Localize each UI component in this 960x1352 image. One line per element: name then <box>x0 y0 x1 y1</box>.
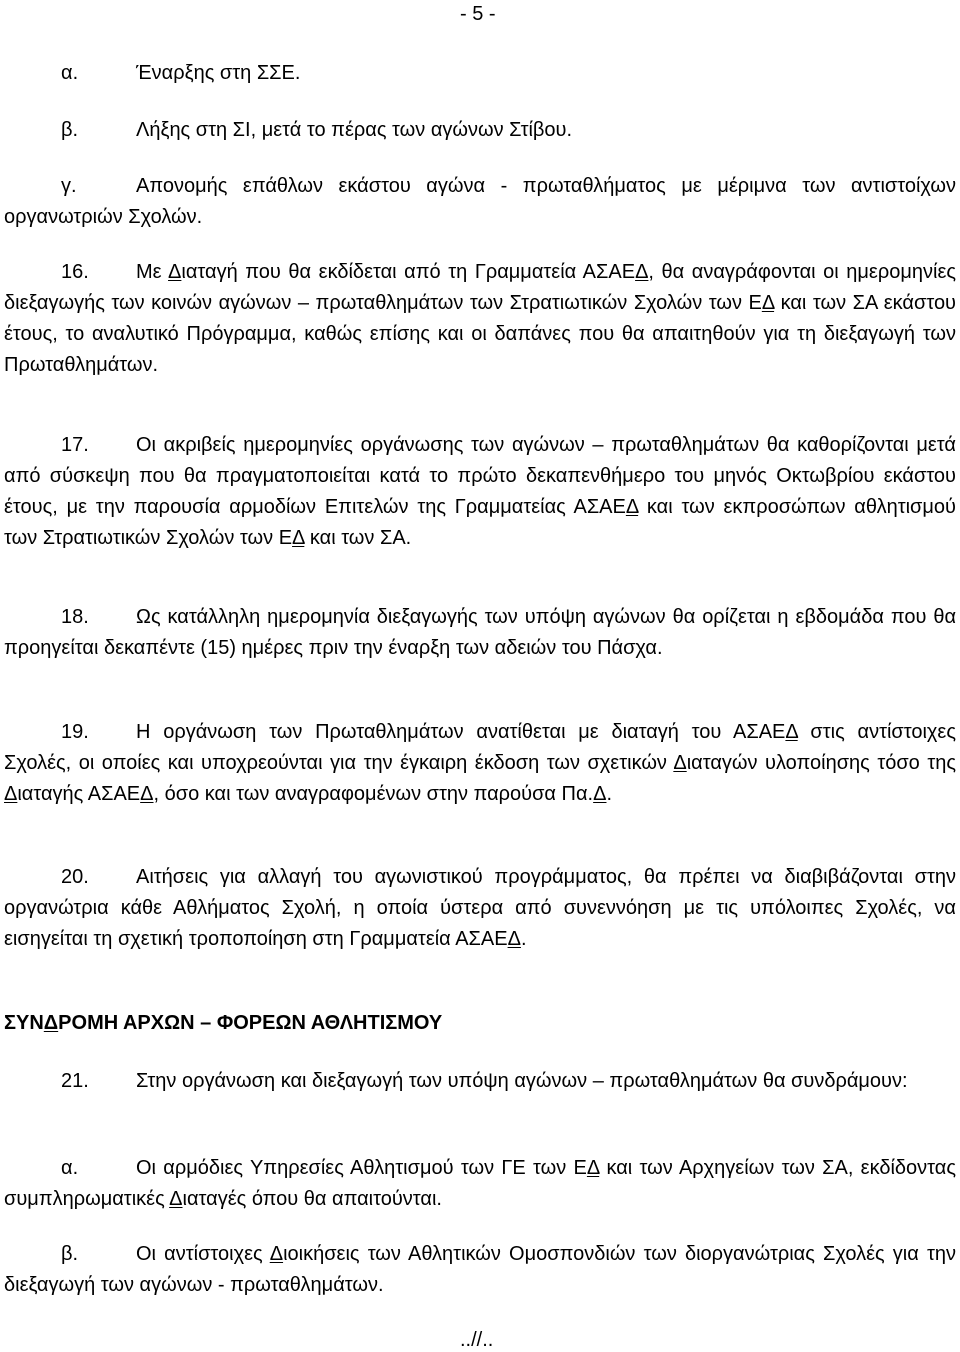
paragraph-18 <box>4 602 956 664</box>
paragraph-number: 16. <box>61 261 89 283</box>
list-item-label: β. <box>61 1243 79 1265</box>
paragraph-text: Στην οργάνωση και διεξαγωγή των υπόψη αγώνων – πρωταθλημάτων θα συνδράμουν: <box>136 1070 908 1092</box>
paragraph-number: 20. <box>61 866 89 888</box>
paragraph-text: Ως κατάλληλη ημερομηνία διεξαγωγής των υπόψη αγώνων θα ορίζεται η εβδομάδα που θα προηγείται δεκαπέντε (15) ημέρες πριν την έναρξη των αδειών του Πάσχα. <box>4 606 956 659</box>
section-heading: ΣΥΝΔΡΟΜΗ ΑΡΧΩΝ – ΦΟΡΕΩΝ ΑΘΛΗΤΙΣΜΟΥ <box>4 1012 443 1034</box>
list-item-label: α. <box>61 62 79 84</box>
paragraph-text: Οι ακριβείς ημερομηνίες οργάνωσης των αγώνων – πρωταθλημάτων θα καθορίζονται μετά από σύσκεψη που θα πραγματοποιείται κατά το πρώτο δεκαπενθήμερο του μηνός Οκτωβρίου εκάστου έτους, με την παρουσία αρμοδίων Επιτελών της Γραμματείας ΑΣΑΕΔ και των εκπροσώπων αθλητισμού των Στρατιωτικών Σχολών των ΕΔ και των ΣΑ. <box>4 434 956 549</box>
paragraph-19 <box>4 717 956 810</box>
list-item-b-bottom <box>4 1239 956 1301</box>
paragraph-17 <box>4 430 956 554</box>
list-item-label: γ. <box>61 175 77 197</box>
paragraph-text: Με Διαταγή που θα εκδίδεται από τη Γραμματεία ΑΣΑΕΔ, θα αναγράφονται οι ημερομηνίες διεξαγωγής των κοινών αγώνων – πρωταθλημάτων των Στρατιωτικών Σχολών των ΕΔ και των ΣΑ εκάστου έτους, το αναλυτικό Πρόγραμμα, καθώς επίσης και οι δαπάνες που θα απαιτηθούν για τη διεξαγωγή των Πρωταθλημάτων. <box>4 261 956 376</box>
continuation-mark: ..//.. <box>460 1329 494 1351</box>
paragraph-text: Αιτήσεις για αλλαγή του αγωνιστικού προγράμματος, θα πρέπει να διαβιβάζονται στην οργανώτρια κάθε Αθλήματος Σχολή, η οποία ύστερα από συνεννόηση με τις υπόλοιπες Σχολές, να εισηγείται τη σχετική τροποποίηση στη Γραμματεία ΑΣΑΕΔ. <box>4 866 956 950</box>
list-item-a <box>4 58 960 89</box>
list-item-c <box>4 171 956 233</box>
paragraph-21 <box>4 1066 956 1097</box>
paragraph-20 <box>4 862 956 955</box>
list-item-label: β. <box>61 119 79 141</box>
paragraph-number: 18. <box>61 606 89 628</box>
document-page <box>4 0 956 1350</box>
list-item-b <box>4 115 960 146</box>
paragraph-16 <box>4 257 956 381</box>
paragraph-number: 21. <box>61 1070 89 1092</box>
paragraph-number: 19. <box>61 721 89 743</box>
list-item-label: α. <box>61 1157 79 1179</box>
paragraph-text: Η οργάνωση των Πρωταθλημάτων ανατίθεται με διαταγή του ΑΣΑΕΔ στις αντίστοιχες Σχολές, οι οποίες και υποχρεούνται για την έγκαιρη έκδοση των σχετικών Διαταγών υλοποίησης τόσο της Διαταγής ΑΣΑΕΔ, όσο και των αναγραφομένων στην παρούσα Πα.Δ. <box>4 721 956 805</box>
list-item-text: Οι αρμόδιες Υπηρεσίες Αθλητισμού των ΓΕ των ΕΔ και των Αρχηγείων των ΣΑ, εκδίδοντας συμπληρωματικές Διαταγές όπου θα απαιτούνται. <box>4 1157 957 1210</box>
list-item-a-bottom <box>4 1153 956 1215</box>
page-number: - 5 - <box>460 3 496 25</box>
list-item-text: Οι αντίστοιχες Διοικήσεις των Αθλητικών Ομοσπονδιών των διοργανώτριας Σχολές για την διεξαγωγή των αγώνων - πρωταθλημάτων. <box>4 1243 956 1296</box>
list-item-text: Λήξης στη ΣΙ, μετά το πέρας των αγώνων Στίβου. <box>136 119 573 141</box>
list-item-text: Έναρξης στη ΣΣΕ. <box>136 62 301 84</box>
list-item-text: Απονομής επάθλων εκάστου αγώνα - πρωταθλήματος με μέριμνα των αντιστοίχων οργανωτριών Σχολών. <box>4 175 956 228</box>
paragraph-number: 17. <box>61 434 89 456</box>
